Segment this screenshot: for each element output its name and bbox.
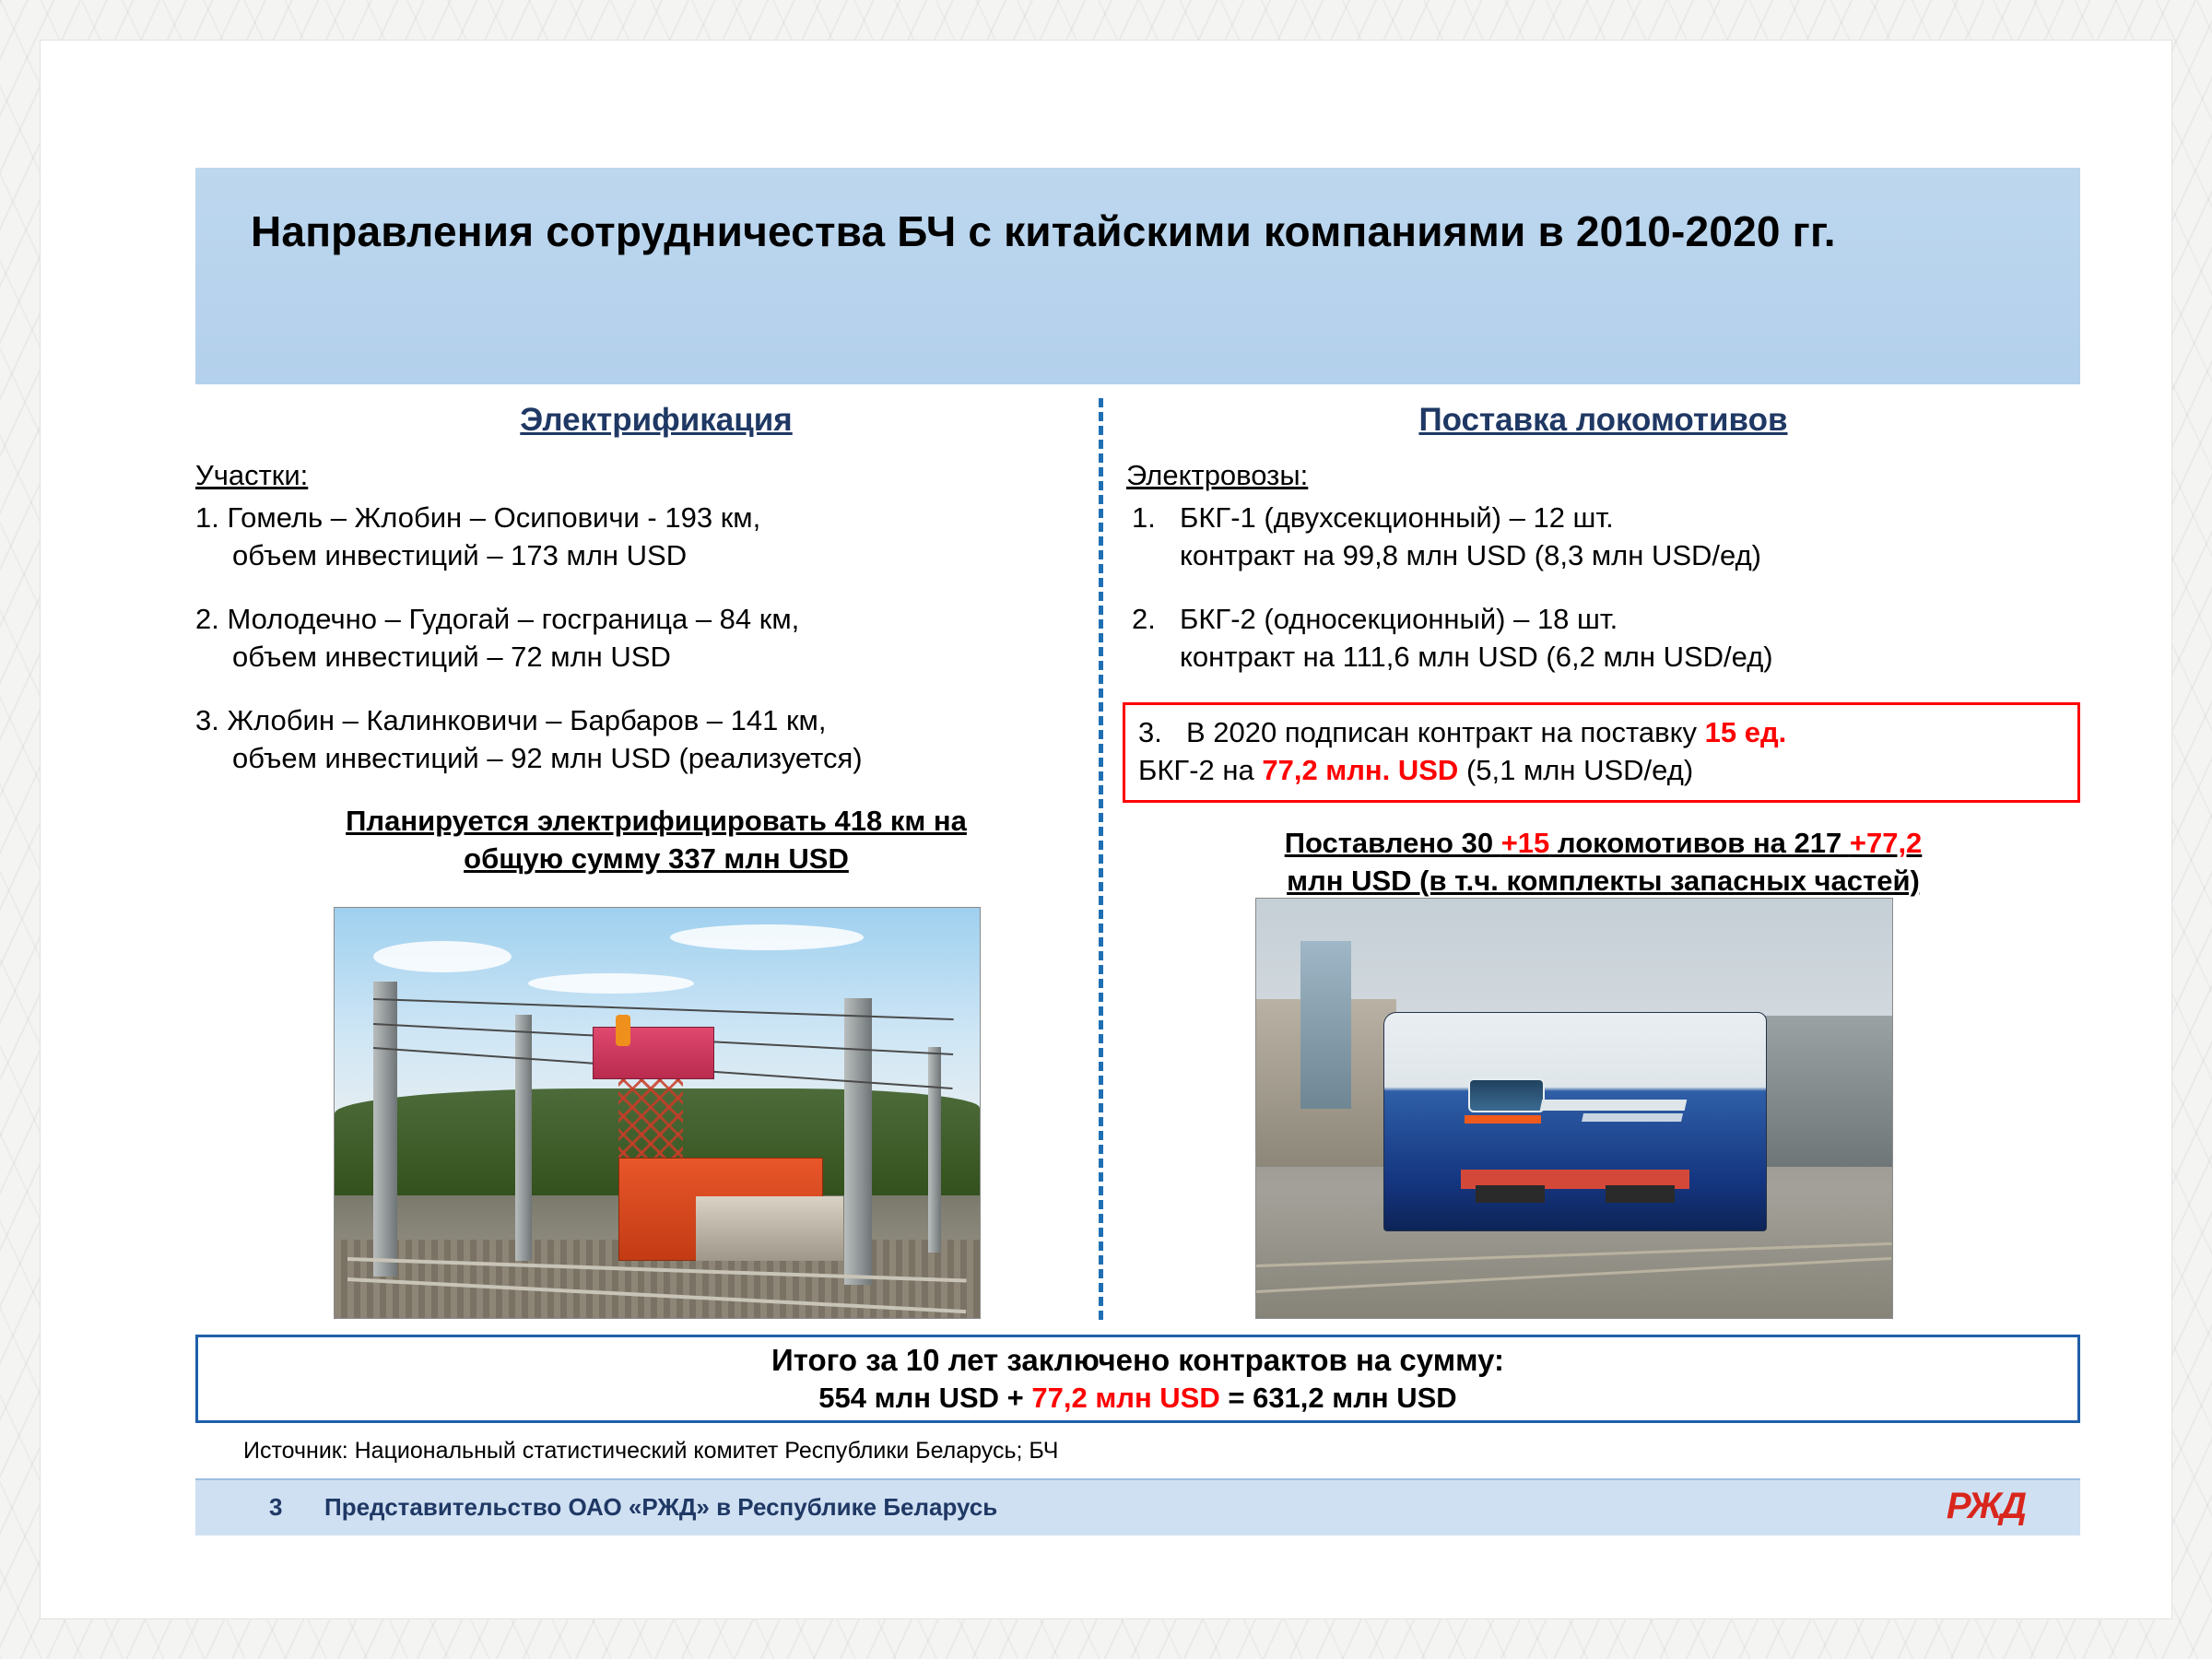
cloud-shape (670, 924, 864, 950)
left-summary-line2: общую сумму 337 млн USD (464, 841, 849, 875)
total-line2-highlight: 77,2 млн USD (1031, 1382, 1220, 1414)
catenary-pole (844, 998, 872, 1286)
source-note: Источник: Национальный статистический комитет Республики Беларусь; БЧ (243, 1438, 1059, 1464)
footer-text: Представительство ОАО «РЖД» в Республике Беларусь (324, 1493, 998, 1521)
title-banner (195, 168, 2080, 384)
right-summary-pre: Поставлено 30 (1284, 827, 1501, 860)
left-column-heading: Электрификация (520, 402, 793, 438)
bogie (1606, 1185, 1675, 1203)
left-summary (195, 803, 1117, 877)
total-line2 (818, 1382, 1456, 1415)
right-column-subheading: Электровозы: (1126, 459, 1309, 491)
column-electrification (195, 402, 1117, 877)
left-item-1-line2: объем инвестиций – 173 млн USD (232, 538, 688, 571)
photo-bkg-locomotive (1255, 898, 1893, 1319)
catenary-pole (515, 1015, 532, 1261)
list-item (195, 702, 1117, 778)
left-summary-line1: Планируется электрифицировать 418 км на (346, 805, 967, 838)
rzd-logo-icon: РЖД (1946, 1486, 2025, 1526)
flat-wagon (696, 1196, 843, 1261)
right-item-2-line2: контракт на 111,6 млн USD (6,2 млн USD/ед) (1180, 640, 1773, 673)
lift-platform (593, 1027, 714, 1079)
total-line2-post: = 631,2 млн USD (1219, 1382, 1457, 1414)
page-title: Направления сотрудничества БЧ с китайскими компаниями в 2010-2020 гг. (251, 207, 1836, 255)
water-tower (1300, 941, 1351, 1109)
cab-windshield (1468, 1078, 1545, 1112)
right-item-1-num: 1. (1132, 501, 1156, 534)
worker-figure (616, 1015, 630, 1046)
boxed-highlight2: 77,2 млн. USD (1262, 753, 1459, 786)
bogie (1476, 1185, 1545, 1203)
cloud-shape (373, 941, 512, 972)
list-item (1126, 601, 2080, 677)
body-white-stripe (1539, 1100, 1687, 1111)
photo-electrification-catenary-vehicle (334, 907, 981, 1319)
right-summary-line2: млн USD (в т.ч. комплекты запасных частей) (1287, 864, 1920, 897)
footer-bar (195, 1478, 2080, 1535)
left-item-3-line2: объем инвестиций – 92 млн USD (реализуется) (232, 741, 863, 774)
right-item-2-line1: БКГ-2 (односекционный) – 18 шт. (1180, 602, 1618, 635)
right-summary-hl2: +77,2 (1849, 827, 1923, 860)
total-summary-box (195, 1335, 2080, 1423)
left-column-subheading: Участки: (195, 459, 309, 491)
right-summary (1126, 825, 2080, 900)
front-orange-stripe (1465, 1115, 1541, 1124)
total-line1: Итого за 10 лет заключено контрактов на сумму: (771, 1343, 1504, 1377)
boxed-part3: (5,1 млн USD/ед) (1458, 753, 1694, 786)
right-item-2-num: 2. (1132, 602, 1156, 635)
right-column-heading: Поставка локомотивов (1418, 402, 1788, 438)
list-item (1126, 500, 2080, 575)
boxed-part2: БКГ-2 на (1138, 753, 1263, 786)
right-item-1-line2: контракт на 99,8 млн USD (8,3 млн USD/ед) (1180, 538, 1761, 571)
boxed-num: 3. (1138, 715, 1162, 748)
column-locomotive-supply (1126, 402, 2080, 900)
list-item (195, 601, 1117, 677)
right-summary-hl1: +15 (1500, 827, 1550, 860)
list-item (195, 500, 1117, 575)
left-item-2-line1: 2. Молодечно – Гудогай – госграница – 84 км, (195, 602, 800, 635)
catenary-pole (928, 1047, 941, 1253)
right-item-1-line1: БКГ-1 (двухсекционный) – 12 шт. (1180, 501, 1614, 534)
left-item-3-line1: 3. Жлобин – Калинковичи – Барбаров – 141 км, (195, 703, 827, 736)
left-item-2-line2: объем инвестиций – 72 млн USD (232, 640, 671, 673)
boxed-part1: В 2020 подписан контракт на поставку (1186, 715, 1705, 748)
page-number: 3 (269, 1493, 283, 1521)
body-light-stripe (1582, 1113, 1683, 1122)
left-item-1-line1: 1. Гомель – Жлобин – Осиповичи - 193 км, (195, 501, 761, 534)
slide-canvas (41, 41, 2171, 1618)
total-line2-pre: 554 млн USD + (818, 1382, 1032, 1414)
highlight-box-2020-contract (1123, 702, 2080, 804)
boxed-highlight1: 15 ед. (1704, 715, 1787, 748)
locomotive-body (1383, 1012, 1767, 1232)
right-summary-mid: локомотивов на 217 (1549, 827, 1850, 860)
